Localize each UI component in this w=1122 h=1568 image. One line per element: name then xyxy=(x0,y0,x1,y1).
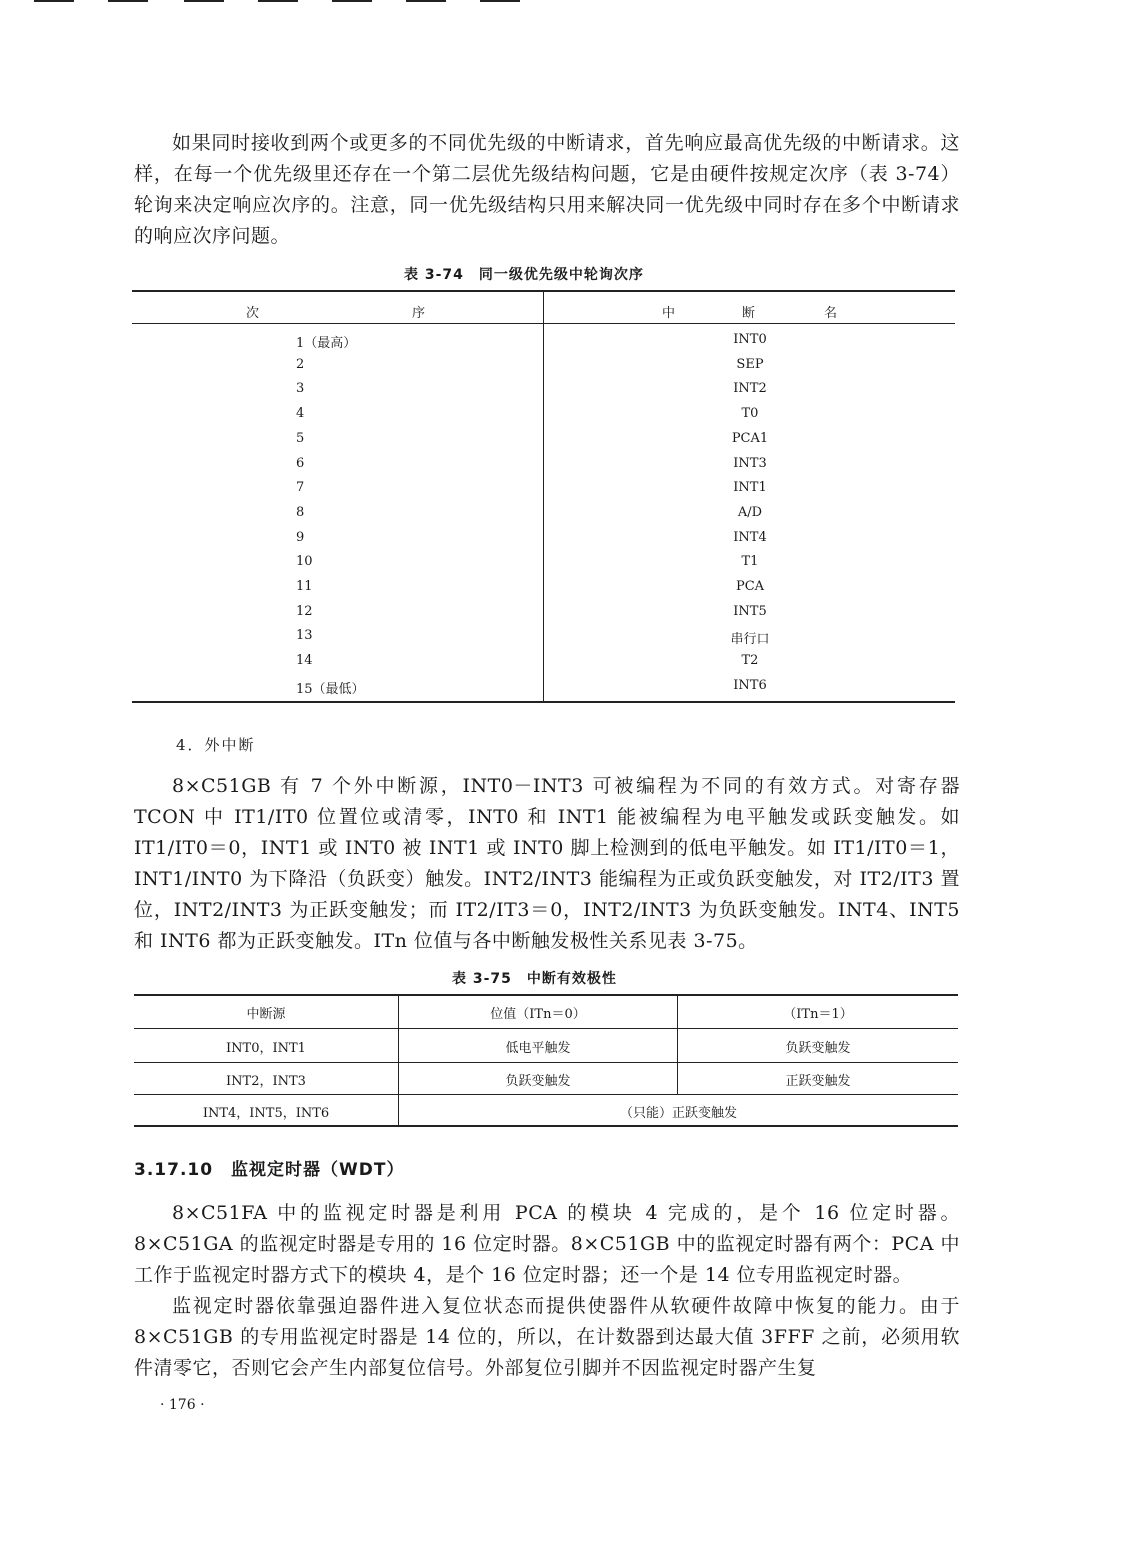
table-3-74-caption: 表 3-74 同一级优先级中轮询次序 xyxy=(404,267,644,283)
row-interrupt-name: INT1 xyxy=(733,480,767,495)
t75-header-source: 中断源 xyxy=(246,1007,286,1022)
row-interrupt-name: INT3 xyxy=(733,456,767,471)
row-order: 15（最低） xyxy=(296,682,365,697)
table2-bottom-rule xyxy=(134,1125,958,1127)
header-name-1: 中 xyxy=(662,306,676,321)
row-interrupt-name: A/D xyxy=(737,505,763,520)
table-bottom-rule xyxy=(132,701,955,703)
row-order: 2 xyxy=(296,357,305,372)
t75-header-it1: （ITn＝1） xyxy=(783,1007,853,1022)
row-order: 5 xyxy=(296,431,305,446)
paragraph-priority xyxy=(134,128,960,252)
row-interrupt-name: SEP xyxy=(736,357,764,372)
paragraph-text: 如果同时接收到两个或更多的不同优先级的中断请求，首先响应最高优先级的中断请求。这样，在每一个优先级里还存在一个第二层优先级结构问题，它是由硬件按规定次序（表 3-74）轮询来决定响应次序的。注意，同一优先级结构只用来解决同一优先级中同时存在多个中断请求的响应次序问题。 xyxy=(134,132,960,247)
header-order-2: 序 xyxy=(412,306,426,321)
t75-header-it0: 位值（ITn＝0） xyxy=(490,1007,586,1022)
row-interrupt-name: T2 xyxy=(741,653,759,668)
header-order-1: 次 xyxy=(246,306,260,321)
t75-row2-it0: 负跃变触发 xyxy=(505,1074,571,1089)
row-order: 14 xyxy=(296,653,313,668)
t75-row1-it0: 低电平触发 xyxy=(505,1041,571,1056)
t75-row2-it1: 正跃变触发 xyxy=(785,1074,851,1089)
t75-row1-source: INT0，INT1 xyxy=(226,1041,306,1056)
row-interrupt-name: INT2 xyxy=(733,381,767,396)
table2-row-rule xyxy=(134,1028,958,1029)
table-3-75-caption: 表 3-75 中断有效极性 xyxy=(452,971,617,987)
header-name-2: 断 xyxy=(742,306,756,321)
t75-row3-value: （只能）正跃变触发 xyxy=(619,1106,737,1121)
paragraph-wdt xyxy=(134,1198,960,1384)
row-interrupt-name: T0 xyxy=(741,406,759,421)
row-order: 3 xyxy=(296,381,305,396)
table-column-divider xyxy=(543,292,544,702)
page-number: · 176 · xyxy=(160,1397,205,1413)
row-interrupt-name: INT5 xyxy=(733,604,767,619)
row-interrupt-name: PCA xyxy=(735,579,765,594)
row-interrupt-name: INT0 xyxy=(733,332,767,347)
paragraph-text: 8×C51FA 中的监视定时器是利用 PCA 的模块 4 完成的，是个 16 位定时器。8×C51GA 的监视定时器是专用的 16 位定时器。8×C51GB 中的监视定时器有两个：PCA 中工作于监视定时器方式下的模块 4，是个 16 位定时器；还一个是 14 位专用监视定时器。 xyxy=(134,1202,960,1286)
t75-row3-source: INT4，INT5，INT6 xyxy=(202,1106,330,1121)
t75-row2-source: INT2，INT3 xyxy=(226,1074,306,1089)
paragraph-text: 监视定时器依靠强迫器件进入复位状态而提供使器件从软硬件故障中恢复的能力。由于 8×C51GB 的专用监视定时器是 14 位的，所以，在计数器到达最大值 3FFF 之前，必须用软件清零它，否则它会产生内部复位信号。外部复位引脚并不因监视定时器产生复 xyxy=(134,1295,960,1379)
row-interrupt-name: T1 xyxy=(741,554,759,569)
row-order: 9 xyxy=(296,530,305,545)
row-order: 4 xyxy=(296,406,305,421)
row-order: 7 xyxy=(296,480,305,495)
table2-row-rule xyxy=(134,1094,958,1095)
paragraph-text: 8×C51GB 有 7 个外中断源，INT0－INT3 可被编程为不同的有效方式。对寄存器 TCON 中 IT1/IT0 位置位或清零，INT0 和 INT1 能被编程为电平触发或跃变触发。如 IT1/IT0＝0，INT1 或 INT0 被 INT1 或 INT0 脚上检测到的低电平触发。如 IT1/IT0＝1，INT1/INT0 为下降沿（负跃变）触发。INT2/INT3 能编程为正或负跃变触发，对 IT2/IT3 置位，INT2/INT3 为正跃变触发；而 IT2/IT3＝0，INT2/INT3 为负跃变触发。INT4、INT5 和 INT6 都为正跃变触发。ITn 位值与各中断触发极性关系见表 3-75。 xyxy=(134,775,960,952)
t75-row1-it1: 负跃变触发 xyxy=(785,1041,851,1056)
row-interrupt-name: INT4 xyxy=(733,530,767,545)
top-crop-marks xyxy=(34,0,524,2)
table2-top-rule xyxy=(134,994,958,996)
row-interrupt-name: INT6 xyxy=(733,678,767,693)
row-order: 8 xyxy=(296,505,305,520)
paragraph-external-interrupt xyxy=(134,771,960,957)
row-order: 1（最高） xyxy=(296,336,357,351)
section-title-wdt: 3.17.10 监视定时器（WDT） xyxy=(134,1160,405,1180)
row-order: 13 xyxy=(296,628,313,643)
row-order: 12 xyxy=(296,604,313,619)
heading-external-interrupt: 4．外中断 xyxy=(176,736,256,754)
row-order: 6 xyxy=(296,456,305,471)
row-order: 10 xyxy=(296,554,313,569)
row-order: 11 xyxy=(296,579,313,594)
row-interrupt-name: 串行口 xyxy=(730,632,770,647)
header-name-3: 名 xyxy=(824,306,838,321)
table2-row-rule xyxy=(134,1062,958,1063)
row-interrupt-name: PCA1 xyxy=(731,431,769,446)
